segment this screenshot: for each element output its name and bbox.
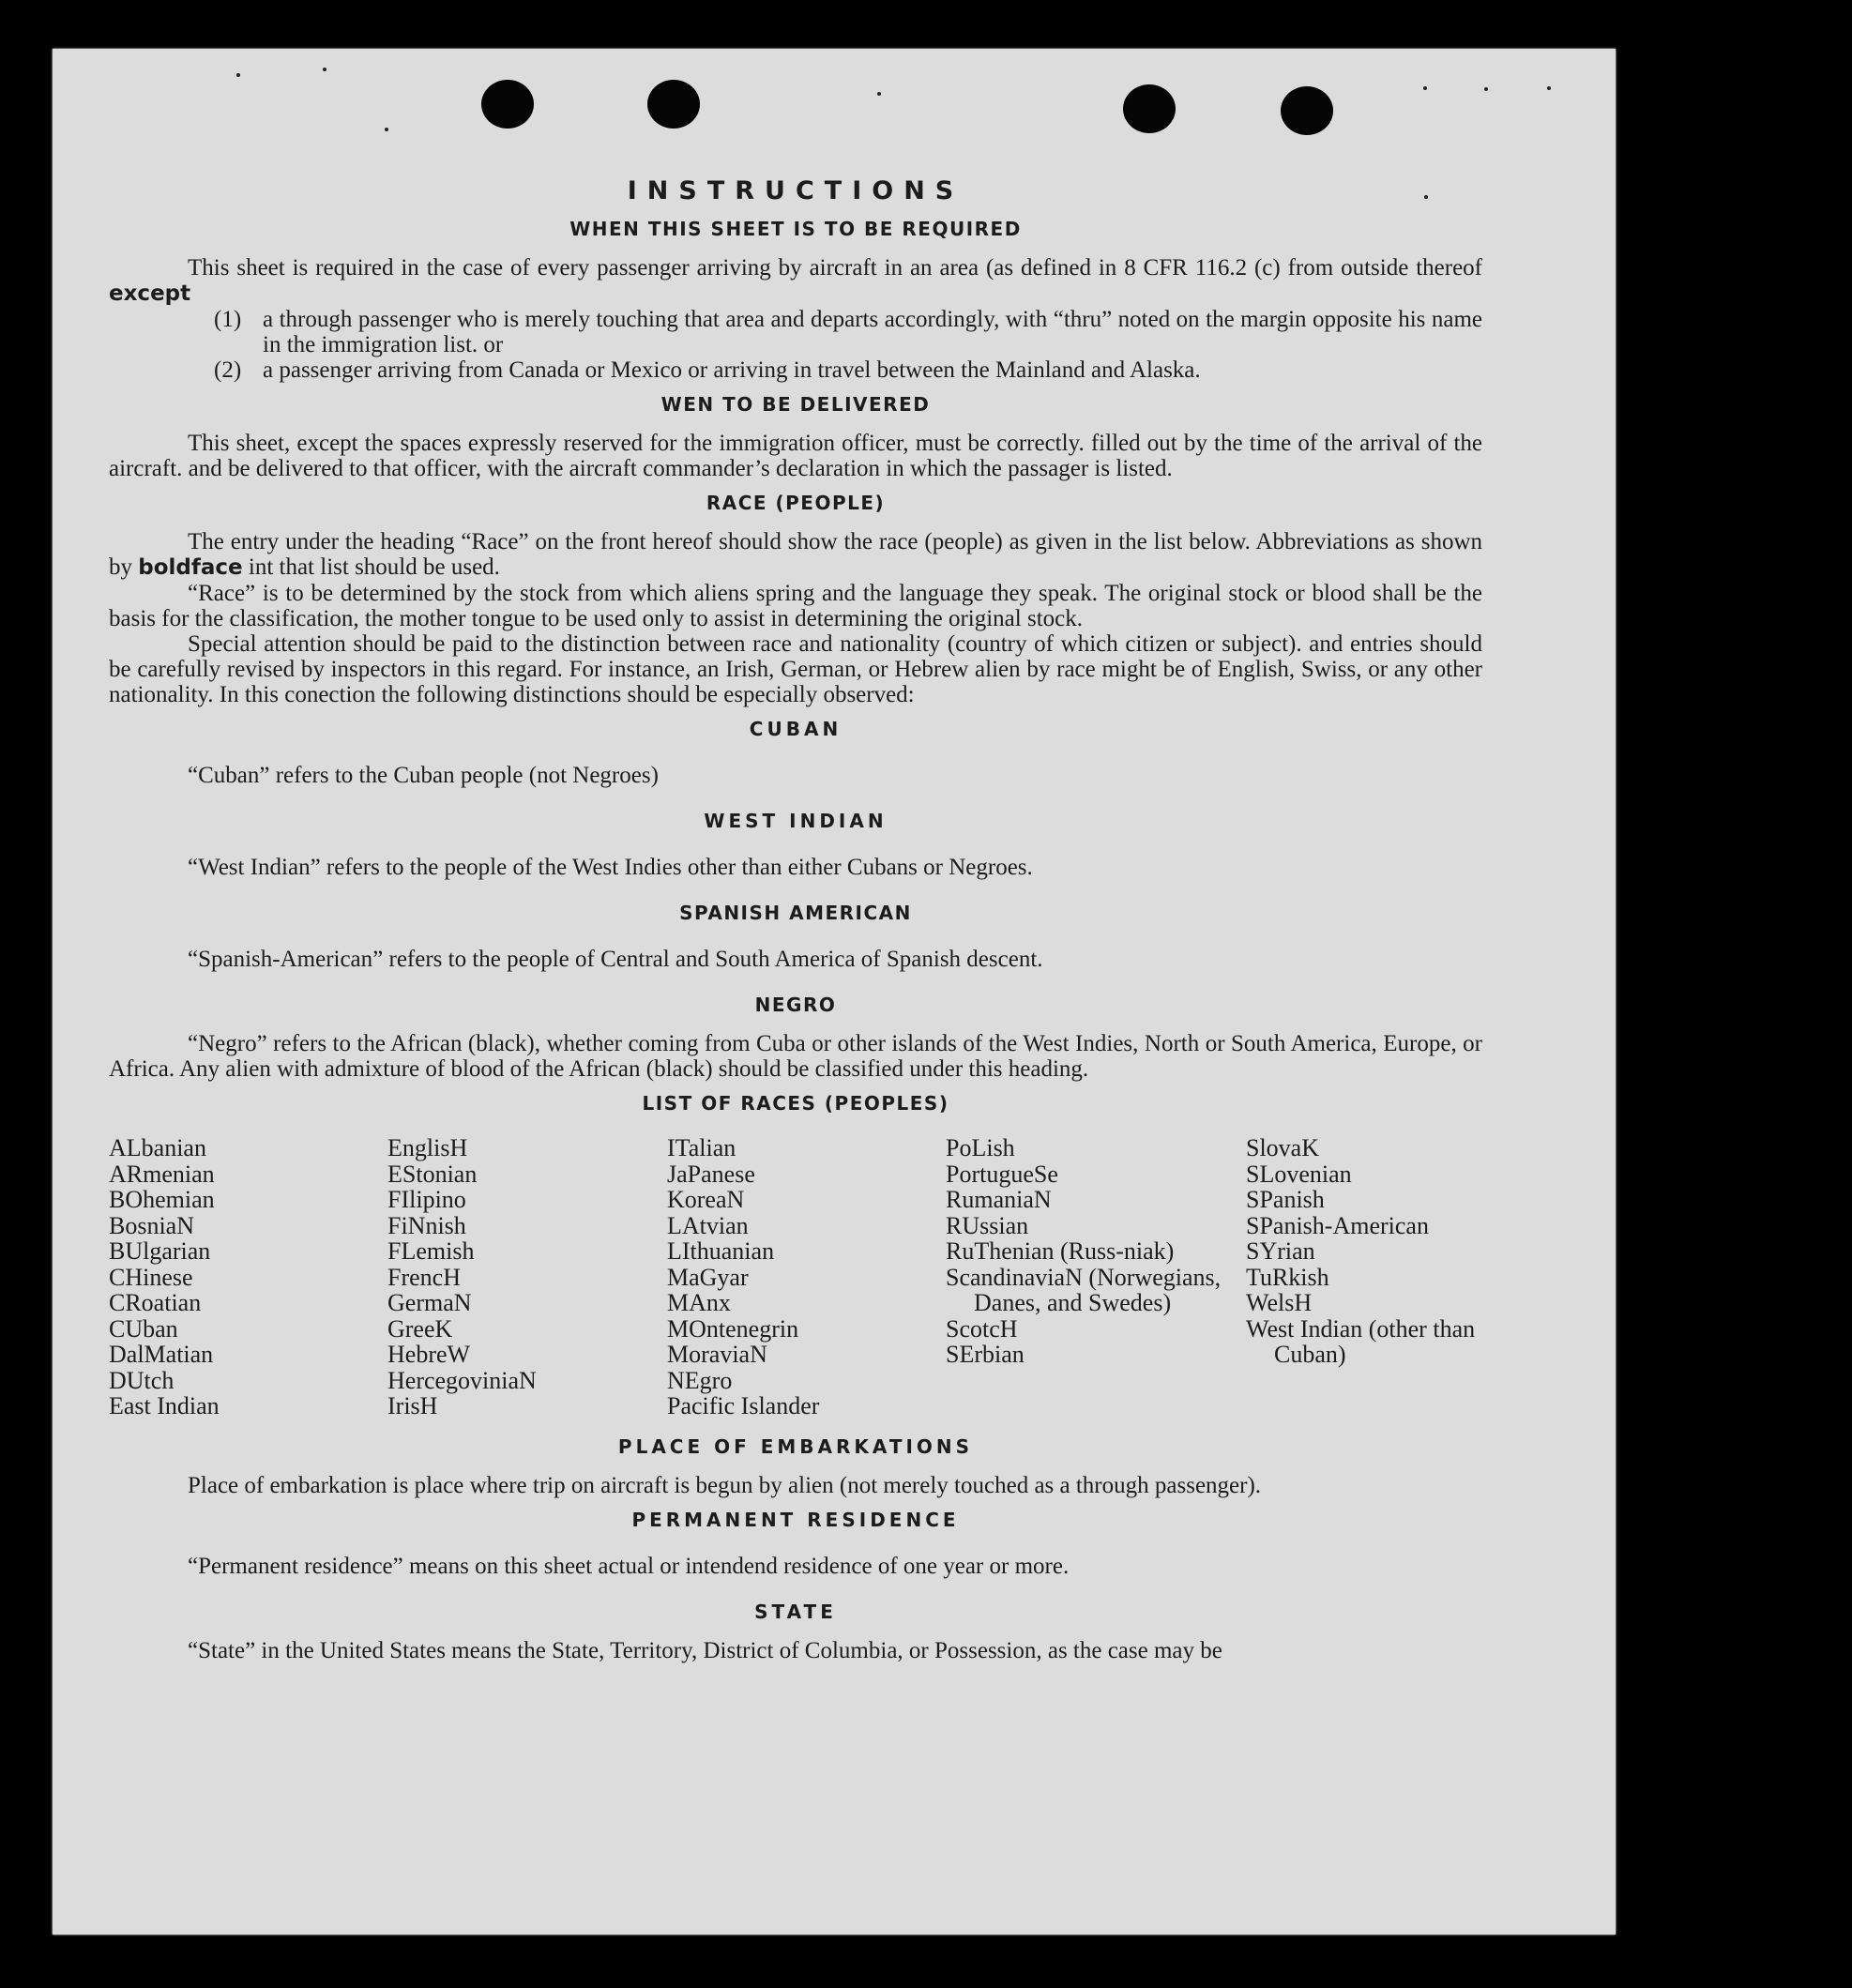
punch-hole (481, 80, 534, 129)
race-entry: FIlipino (387, 1186, 466, 1213)
race-entry: GreeK (387, 1314, 453, 1343)
race-entry: CHinese (109, 1263, 193, 1291)
paragraph-spanish-american: “Spanish-American” refers to the people of Central and South America of Spanish descent. (188, 947, 1043, 972)
race-entry: TuRkish (1246, 1263, 1329, 1291)
race-entry: KoreaN (667, 1186, 745, 1213)
heading-negro: NEGRO (754, 994, 837, 1016)
paragraph-race-3: Special attention should be paid to the distinction between race and nationality (country of which citizen or subject). and entries should be carefully revised by inspectors in this regard. For instance, an Irish, German, or Hebrew alien by race might be of English, Swiss, or any other nationality. In this conection the following distinctions should be especially observed: (109, 631, 1482, 707)
race-entry: SPanish (1246, 1186, 1325, 1213)
speck (1547, 86, 1551, 90)
heading-west-indian: WEST INDIAN (704, 810, 888, 832)
race-entry: CRoatian (109, 1289, 202, 1316)
race-entry: ScotcH (946, 1314, 1018, 1343)
list-item (214, 357, 1482, 383)
paragraph-negro: “Negro” refers to the African (black), whether coming from Cuba or other islands of the West Indies, North or South America, Europe, or Africa. Any alien with admixture of blood of the African (black) should be classified under this heading. (109, 1031, 1482, 1082)
item-number: (2) (214, 357, 242, 383)
race-entry: HebreW (387, 1341, 471, 1368)
heading-spanish-american: SPANISH AMERICAN (679, 902, 912, 924)
races-column (109, 1135, 387, 1419)
race-entry: ARmenian (109, 1160, 215, 1188)
race-entry: DalMatian (109, 1341, 214, 1368)
race-entry: SYrian (1246, 1237, 1315, 1265)
races-list (109, 1135, 1482, 1419)
race-p1-tail: int that list should be used. (248, 554, 500, 580)
race-entry: ALbanian (109, 1134, 206, 1161)
race-entry: JaPanese (667, 1160, 755, 1188)
race-entry: PortugueSe (946, 1160, 1058, 1188)
race-entry: MoraviaN (667, 1341, 767, 1368)
heading-embarkation: PLACE OF EMBARKATIONS (617, 1434, 974, 1458)
heading-list-of-races: LIST OF RACES (PEOPLES) (642, 1092, 949, 1115)
page-title: INSTRUCTIONS (627, 176, 964, 205)
race-entry: BosniaN (109, 1211, 194, 1239)
paragraph-when-delivered: This sheet, except the spaces expressly reserved for the immigration officer, must be correctly. filled out by the time of the arrival of the aircraft. and be delivered to that officer, with the aircraft commander’s declaration in which the passager is listed. (109, 431, 1482, 481)
races-column (1246, 1135, 1482, 1419)
race-entry: FLemish (387, 1237, 475, 1265)
race-entry: LAtvian (667, 1211, 749, 1239)
punch-hole (1123, 84, 1176, 133)
paragraph-race-1 (109, 529, 1482, 581)
heading-when-delivered: WEN TO BE DELIVERED (660, 393, 931, 416)
race-entry: NEgro (667, 1366, 733, 1394)
race-entry: GermaN (387, 1289, 472, 1316)
race-entry: IrisH (387, 1392, 438, 1419)
paragraph-permanent-residence: “Permanent residence” means on this sheet actual or intendend residence of one year or more. (188, 1553, 1070, 1579)
speck (877, 92, 881, 96)
race-entry: LIthuanian (667, 1237, 775, 1265)
exceptions-list (214, 307, 1482, 383)
race-entry: EnglisH (387, 1134, 468, 1161)
race-entry: FiNnish (387, 1211, 466, 1239)
item-text: a passenger arriving from Canada or Mexico or arriving in travel between the Mainland and Alaska. (263, 357, 1201, 383)
punch-hole (647, 80, 700, 129)
race-entry: DUtch (109, 1366, 175, 1394)
race-entry: WelsH (1246, 1289, 1313, 1316)
race-entry: SlovaK (1246, 1134, 1319, 1161)
paragraph-west-indian: “West Indian” refers to the people of the West Indies other than either Cubans or Negroes. (188, 855, 1033, 880)
heading-permanent-residence: PERMANENT RESIDENCE (631, 1508, 960, 1531)
race-entry: SLovenian (1246, 1160, 1352, 1188)
race-entry: MaGyar (667, 1263, 749, 1291)
instructions-content (109, 131, 1482, 1663)
heading-race: RACE (PEOPLE) (706, 492, 886, 514)
item-number: (1) (214, 307, 242, 332)
race-entry: RUssian (946, 1211, 1029, 1239)
race-entry: HercegoviniaN (387, 1366, 537, 1394)
races-column (667, 1135, 946, 1419)
race-entry: MOntenegrin (667, 1314, 799, 1343)
races-column (387, 1135, 667, 1419)
speck (1423, 86, 1427, 90)
speck (1484, 87, 1488, 91)
race-entry: FrencH (387, 1263, 461, 1291)
punch-hole (1281, 86, 1333, 135)
race-entry: MAnx (667, 1289, 731, 1316)
race-entry: RuThenian (Russ-niak) (946, 1237, 1175, 1265)
boldface-word: boldface (138, 555, 243, 580)
paragraph-embarkation: Place of embarkation is place where trip on aircraft is begun by alien (not merely touched as a through passenger). (188, 1472, 1262, 1498)
speck (323, 68, 326, 71)
paragraph-race-2: “Race” is to be determined by the stock from which aliens spring and the language they speak. The original stock or blood shall be the basis for the classification, the mother tongue to be used only to assist in determining the original stock. (109, 581, 1482, 631)
race-entry: East Indian (109, 1392, 220, 1419)
paragraph-cuban: “Cuban” refers to the Cuban people (not Negroes) (188, 763, 659, 788)
when-required-intro: This sheet is required in the case of every passenger arriving by aircraft in an area (as defined in 8 CFR 116.2 (c) from outside thereof (188, 255, 1482, 281)
heading-when-required: WHEN THIS SHEET IS TO BE REQUIRED (569, 218, 1022, 240)
race-entry: SPanish-American (1246, 1211, 1429, 1239)
race-entry: West Indian (other than Cuban) (1246, 1314, 1476, 1368)
race-entry: BOhemian (109, 1186, 215, 1213)
race-entry: PoLish (946, 1134, 1015, 1161)
item-text: a through passenger who is merely touching that area and departs accordingly, with “thru” noted on the margin opposite his name in the immigration list. or (263, 307, 1482, 357)
race-entry: BUlgarian (109, 1237, 211, 1265)
race-entry: EStonian (387, 1160, 478, 1188)
except-word: except (109, 281, 191, 306)
race-entry: ScandinaviaN (Norwegians, Danes, and Swedes) (946, 1263, 1222, 1316)
paragraph-state: “State” in the United States means the State, Territory, District of Columbia, or Possession, as the case may be (188, 1637, 1222, 1663)
race-entry: RumaniaN (946, 1186, 1052, 1213)
races-column (946, 1135, 1246, 1419)
heading-state: STATE (754, 1600, 837, 1623)
race-entry: ITalian (667, 1134, 736, 1161)
race-entry: Pacific Islander (667, 1392, 820, 1419)
race-entry: CUban (109, 1314, 178, 1343)
list-item (214, 307, 1482, 357)
race-p1-text: The entry under the heading “Race” on the front hereof should show the race (people) as given in the list below. Abbreviations as shown by (109, 529, 1482, 580)
paragraph-when-required (109, 255, 1482, 307)
speck (236, 73, 240, 77)
race-entry: SErbian (946, 1341, 1025, 1368)
heading-cuban: CUBAN (749, 718, 843, 740)
